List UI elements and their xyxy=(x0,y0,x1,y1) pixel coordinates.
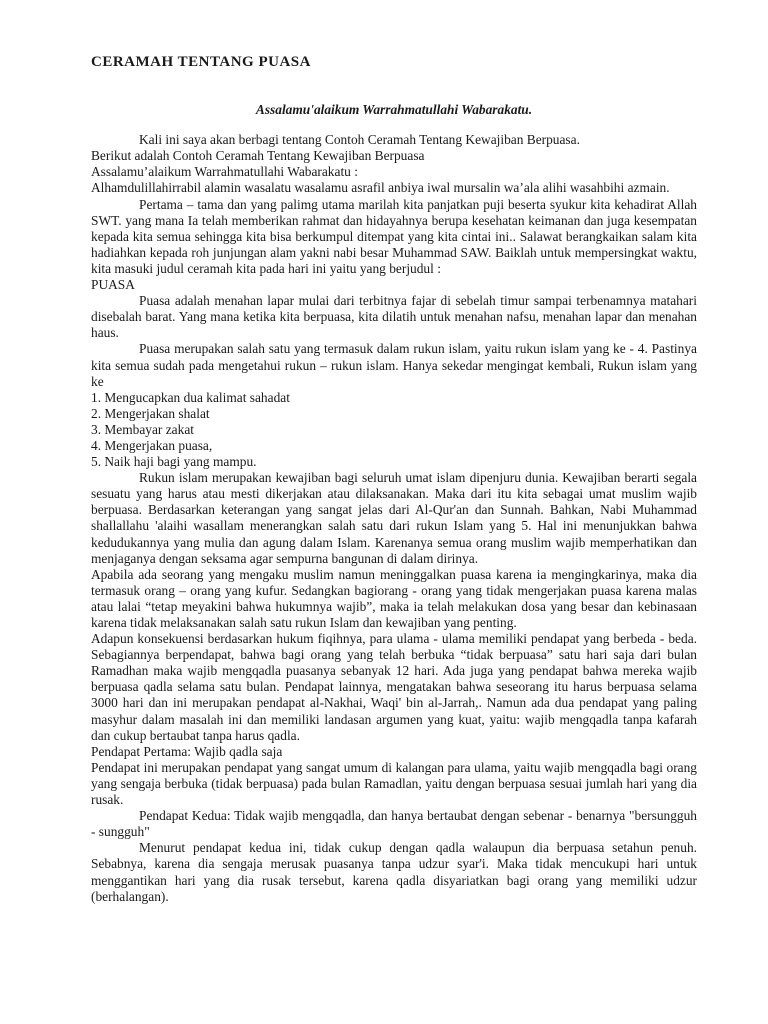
paragraph: 5. Naik haji bagi yang mampu. xyxy=(91,454,257,470)
paragraph: Apabila ada seorang yang mengaku muslim namun meninggalkan puasa karena ia mengingkarinya, maka dia termasuk orang – orang yang kufur. Sedangkan bagiorang - orang yang tidak mengerjakan puasa karena malas atau lalai “tetap meyakini bahwa hukumnya wajib”, maka ia telah melakukan dosa yang besar dan kebinasaan karena tidak melaksanakan salah satu rukun Islam dan kewajiban yang penting. xyxy=(91,566,697,630)
paragraph: Pendapat ini merupakan pendapat yang sangat umum di kalangan para ulama, yaitu wajib mengqadla bagi orang yang sengaja berbuka (tidak berpuasa) pada bulan Ramadlan, yaitu dengan berpuasa sesuai jumlah hari yang dia rusak. xyxy=(91,759,697,808)
document-title: CERAMAH TENTANG PUASA xyxy=(91,54,311,70)
paragraph: Menurut pendapat kedua ini, tidak cukup dengan qadla walaupun dia berpuasa setahun penuh. Sebabnya, karena dia sengaja merusak puasanya tanpa udzur syar'i. Maka tidak mencukupi hari untuk menggantikan hari yang dia rusak tersebut, karena qadla disyariatkan bagi orang yang memiliki udzur (berhalangan). xyxy=(91,840,697,904)
paragraph: Adapun konsekuensi berdasarkan hukum fiqihnya, para ulama - ulama memiliki pendapat yang berbeda - beda. Sebagiannya berpendapat, bahwa bagi orang yang telah berbuka “tidak berpuasa” satu hari saja dari bulan Ramadhan maka wajib mengqadla puasanya sebanyak 12 hari. Ada juga yang pendapat bahwa mereka wajib berpuasa qadla selama satu bulan. Pendapat lainnya, mengatakan bahwa seseorang itu harus berpuasa selama 3000 hari dan ini merupakan pendapat al-Nakhai, Waqi' bin al-Jarrah,. Namun ada dua pendapat yang paling masyhur dalam masalah ini dan memiliki landasan argumen yang kuat, yaitu: wajib mengqadla tanpa kafarah dan cukup bertaubat tanpa harus qadla. xyxy=(91,631,697,743)
opening-salam: Assalamu'alaikum Warrahmatullahi Wabarakatu. xyxy=(255,102,533,118)
paragraph: Assalamu’alaikum Warrahmatullahi Wabarakatu : xyxy=(91,164,358,180)
paragraph: Pendapat Kedua: Tidak wajib mengqadla, dan hanya bertaubat dengan sebenar - benarnya "bersungguh - sungguh" xyxy=(91,808,697,840)
paragraph: Puasa merupakan salah satu yang termasuk dalam rukun islam, yaitu rukun islam yang ke - 4. Pastinya kita semua sudah pada mengetahui rukun – rukun islam. Hanya sekedar mengingat kembali, Rukun islam yang ke xyxy=(91,341,697,389)
paragraph: Pendapat Pertama: Wajib qadla saja xyxy=(91,743,283,759)
document-body xyxy=(91,132,697,905)
paragraph: 4. Mengerjakan puasa, xyxy=(91,437,213,453)
paragraph: 1. Mengucapkan dua kalimat sahadat xyxy=(91,389,290,405)
paragraph: 2. Mengerjakan shalat xyxy=(91,405,210,421)
paragraph: PUASA xyxy=(91,277,135,293)
paragraph: Alhamdulillahirrabil alamin wasalatu wasalamu asrafil anbiya iwal mursalin wa’ala alihi wasahbihi azmain. xyxy=(91,180,670,196)
paragraph: Kali ini saya akan berbagi tentang Contoh Ceramah Tentang Kewajiban Berpuasa. xyxy=(139,132,580,148)
paragraph: Berikut adalah Contoh Ceramah Tentang Kewajiban Berpuasa xyxy=(91,148,425,164)
paragraph: Rukun islam merupakan kewajiban bagi seluruh umat islam dipenjuru dunia. Kewajiban berarti segala sesuatu yang harus atau mesti dikerjakan atau dilaksanakan. Maka dari itu kita sebagai umat muslim wajib berpuasa. Berdasarkan keterangan yang sangat jelas dari Al-Qur'an dan Sunnah. Bahkan, Nabi Muhammad shallallahu 'alaihi wasallam menerangkan salah satu dari rukun Islam yang 5. Hal ini menunjukkan bahwa kedudukannya yang mulia dan agung dalam Islam. Karenanya semua orang muslim wajib memperhatikan dan menjaganya dengan seksama agar sempurna bangunan di dalam dirinya. xyxy=(91,470,697,566)
paragraph: Pertama – tama dan yang palimg utama marilah kita panjatkan puji beserta syukur kita kehadirat Allah SWT. yang mana Ia telah memberikan rahmat dan hidayahnya berupa kesehatan keimanan dan juga kesempatan kepada kita semua sehingga kita bisa berkumpul ditempat yang kita cintai ini.. Salawat berangkaikan salam kita hadiahkan kepada roh junjungan alam yakni nabi besar Muhammad SAW. Baiklah untuk mempersingkat waktu, kita masuki judul ceramah kita pada hari ini yaitu yang berjudul : xyxy=(91,196,697,276)
paragraph: 3. Membayar zakat xyxy=(91,421,194,437)
paragraph: Puasa adalah menahan lapar mulai dari terbitnya fajar di sebelah timur sampai terbenamnya matahari disebalah barat. Yang mana ketika kita berpuasa, kita dilatih untuk menahan nafsu, menahan lapar dan menahan haus. xyxy=(91,293,697,341)
document-page xyxy=(91,54,697,905)
